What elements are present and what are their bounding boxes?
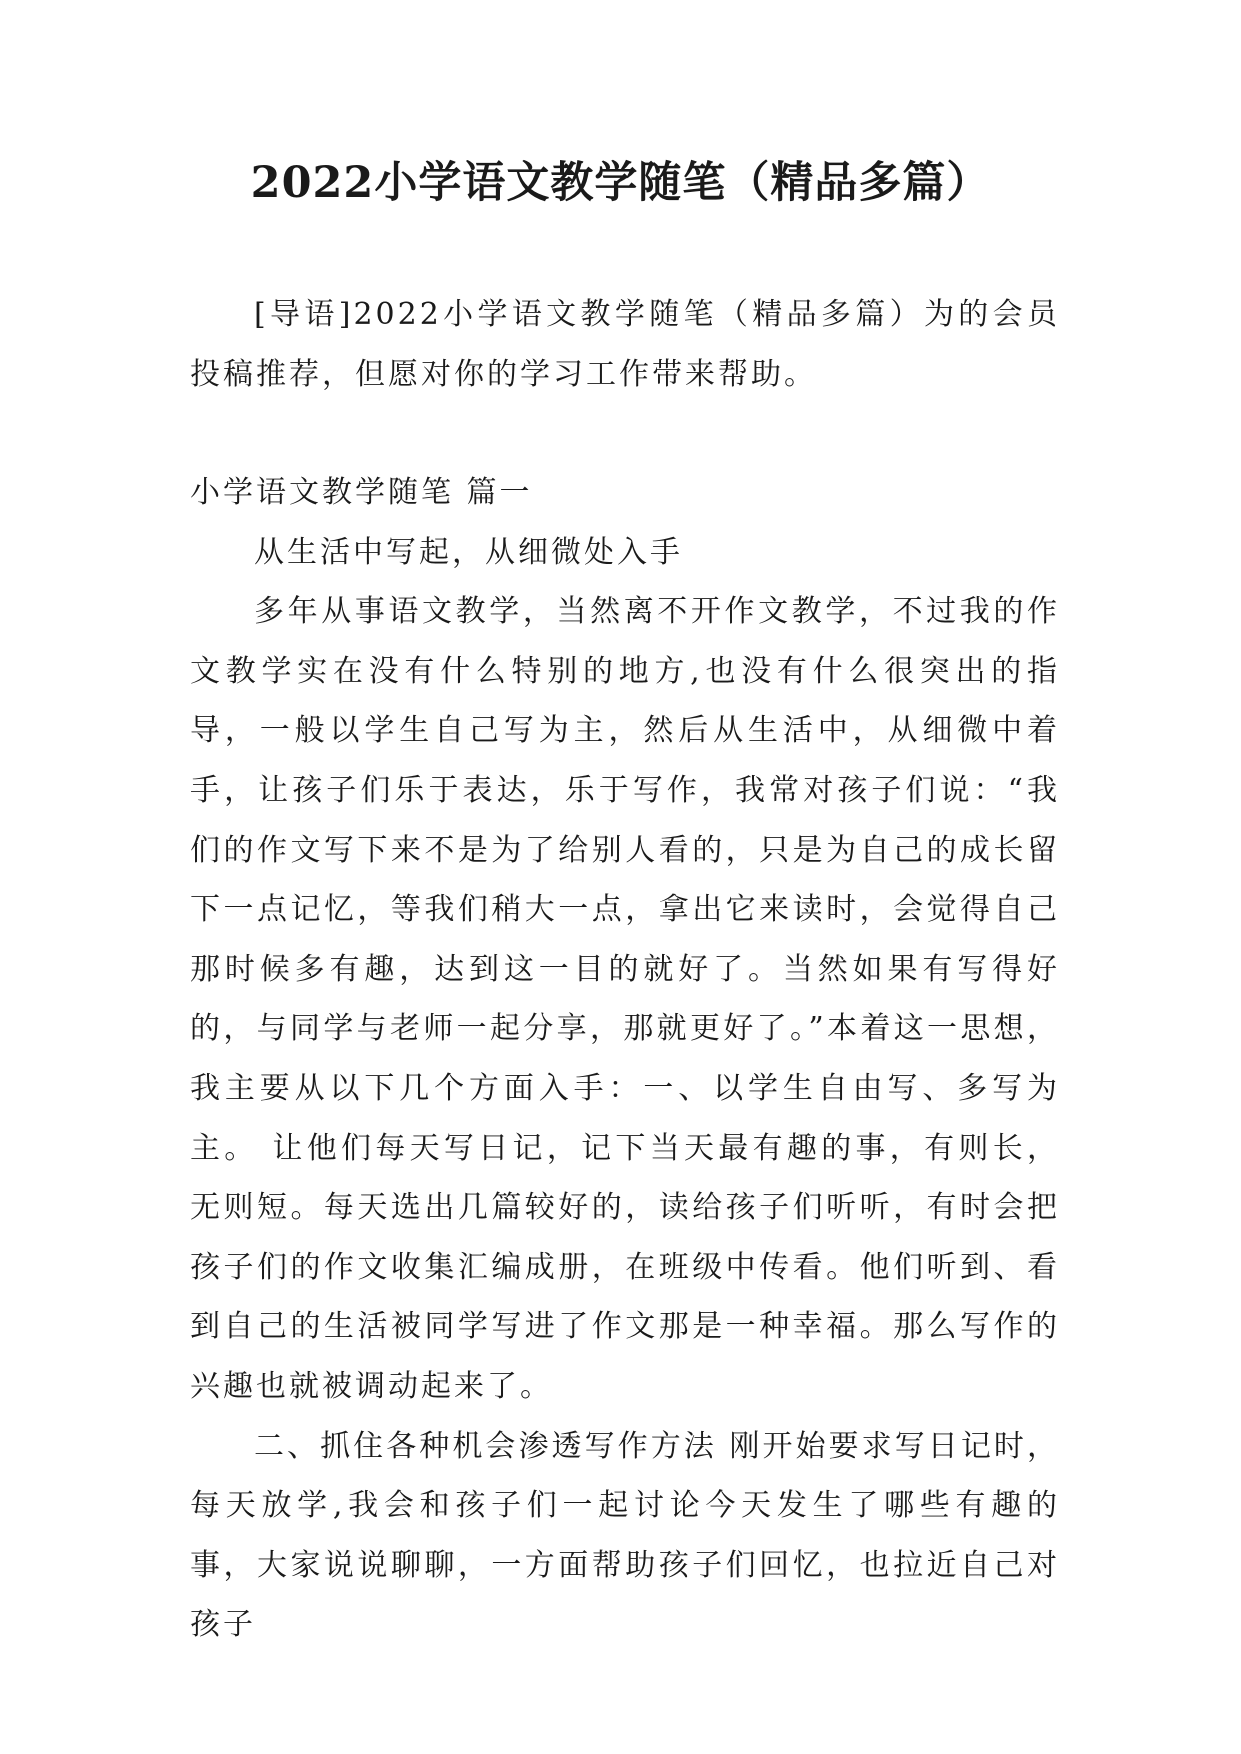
section-subtitle: 从生活中写起，从细微处入手 bbox=[254, 534, 683, 570]
body-paragraph-1: 多年从事语文教学，当然离不开作文教学，不过我的作文教学实在没有什么特别的地方,也没有什么很突出的指导，一般以学生自己写为主，然后从生活中，从细微中着手，让孩子们乐于表达，乐于写作，我常对孩子们说：“我们的作文写下来不是为了给别人看的，只是为自己的成长留下一点记忆，等我们稍大一点，拿出它来读时，会觉得自己那时候多有趣，达到这一目的就好了。当然如果有写得好的，与同学与老师一起分享，那就更好了。”本着这一思想，我主要从以下几个方面入手：一、以学生自由写、多写为主。 让他们每天写日记，记下当天最有趣的事，有则长，无则短。每天选出几篇较好的，读给孩子们听听，有时会把孩子们的作文收集汇编成册，在班级中传看。他们听到、看到自己的生活被同学写进了作文那是一种幸福。那么写作的兴趣也就被调动起来了。 bbox=[190, 594, 1060, 1404]
body-paragraph-2: 二、抓住各种机会渗透写作方法 刚开始要求写日记时，每天放学,我会和孩子们一起讨论今天发生了哪些有趣的事，大家说说聊聊，一方面帮助孩子们回忆，也拉近自己对孩子 bbox=[190, 1428, 1060, 1643]
section-heading: 小学语文教学随笔 篇一 bbox=[190, 475, 533, 510]
section-block bbox=[190, 463, 1060, 1655]
document-title: 2022小学语文教学随笔（精品多篇） bbox=[250, 158, 991, 208]
intro-paragraph: [导语]2022小学语文教学随笔（精品多篇）为的会员投稿推荐，但愿对你的学习工作带来帮助。 bbox=[190, 297, 1060, 392]
intro-block bbox=[190, 285, 1060, 404]
